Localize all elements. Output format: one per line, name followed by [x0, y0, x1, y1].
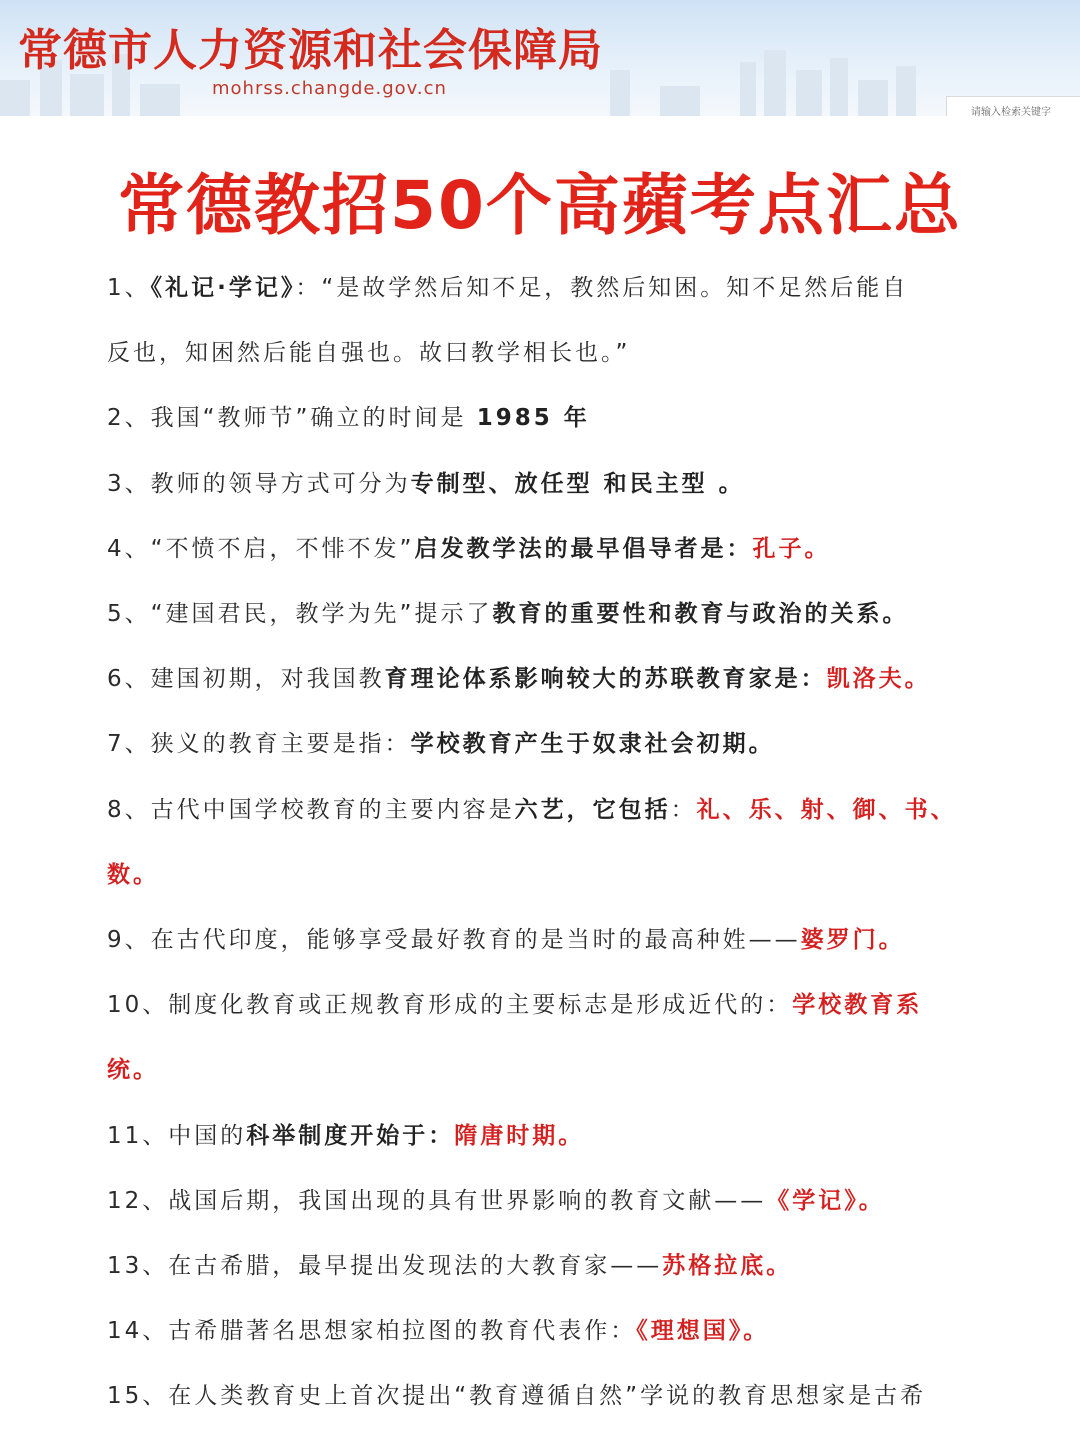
body-text: 10、制度化教育或正规教育形成的主要标志是形成近代的：	[107, 992, 793, 1019]
list-item	[107, 733, 987, 756]
highlight-answer: 凯洛夫。	[826, 666, 931, 693]
body-text: 反也，知困然后能自强也。故曰教学相长也。”	[107, 340, 631, 367]
site-url[interactable]: mohrss.changde.gov.cn	[212, 78, 447, 99]
body-text: 12、战国后期，我国出现的具有世界影响的教育文献——	[107, 1187, 767, 1214]
list-item	[107, 796, 987, 823]
highlight-answer: 苏格拉底。	[662, 1253, 793, 1279]
bold-text: 《礼记·学记》	[150, 275, 296, 301]
body-text: ：	[670, 796, 697, 823]
list-item	[107, 994, 987, 1017]
list-item	[107, 1255, 987, 1278]
list-item	[107, 277, 987, 300]
bold-text: 育理论体系影响较大的苏联教育家是：	[384, 666, 827, 693]
highlight-answer: 婆罗门。	[800, 927, 905, 953]
body-text: 13、在古希腊，最早提出发现法的大教育家——	[107, 1253, 663, 1279]
body-text: 9、在古代印度，能够享受最好教育的是当时的最高种姓——	[107, 927, 801, 953]
bold-text: 科举制度开始于：	[246, 1122, 455, 1149]
list-item	[107, 1320, 987, 1343]
list-item	[107, 535, 987, 562]
body-text: 1、	[107, 275, 151, 301]
body-text: 14、古希腊著名思想家柏拉图的教育代表作：	[107, 1318, 637, 1345]
body-text: 5、“建国君民，教学为先”提示了	[107, 601, 493, 627]
body-text: 3、教师的领导方式可分为	[107, 470, 411, 497]
page-title: 常德教招50个高蘋考点汇总	[118, 167, 962, 244]
highlight-answer: 隋唐时期。	[454, 1122, 585, 1149]
list-item	[107, 603, 987, 626]
bold-text: 1985 年	[476, 405, 590, 432]
list-item	[107, 470, 987, 497]
bold-text: 启发教学法的最早倡导者是：	[414, 535, 753, 562]
list-item	[107, 668, 987, 691]
body-text: 15、在人类教育史上首次提出“教育遵循自然”学说的教育思想家是古希	[107, 1383, 927, 1410]
bold-text: 学校教育产生于奴隶社会初期。	[410, 731, 775, 758]
highlight-answer: 统。	[107, 1057, 159, 1084]
list-item	[107, 342, 987, 365]
site-header	[0, 0, 1080, 116]
list-item	[107, 1385, 987, 1408]
bold-text: 六艺，它包括	[514, 796, 671, 823]
site-title: 常德市人力资源和社会保障局	[18, 25, 603, 76]
body-text: 2、我国“教师节”确立的时间是	[107, 405, 477, 432]
body-text: 11、中国的	[107, 1122, 247, 1149]
highlight-answer: 数。	[107, 861, 159, 888]
body-text: 8、古代中国学校教育的主要内容是	[107, 796, 515, 823]
list-item	[107, 861, 987, 888]
bold-text: 教育的重要性和教育与政治的关系。	[492, 601, 909, 627]
list-item	[107, 407, 987, 430]
highlight-answer: 《理想国》。	[636, 1318, 770, 1345]
list-item	[107, 1122, 987, 1149]
body-text: 7、狭义的教育主要是指：	[107, 731, 411, 758]
list-item	[107, 1187, 987, 1214]
list-item	[107, 1059, 987, 1082]
body-text: ：“是故学然后知不足，教然后知困。知不足然后能自	[295, 275, 909, 301]
highlight-answer: 礼、乐、射、御、书、	[696, 796, 957, 823]
search-input[interactable]: 请输入检索关键字	[946, 96, 1080, 116]
highlight-answer: 孔子。	[752, 535, 831, 562]
highlight-answer: 《学记》。	[766, 1187, 885, 1214]
highlight-answer: 学校教育系	[792, 992, 923, 1019]
body-text: 6、建国初期，对我国教	[107, 666, 385, 693]
body-text: 4、“不愤不启，不悱不发”	[107, 535, 415, 562]
list-item	[107, 929, 987, 952]
bold-text: 专制型、放任型 和民主型 。	[410, 470, 745, 497]
